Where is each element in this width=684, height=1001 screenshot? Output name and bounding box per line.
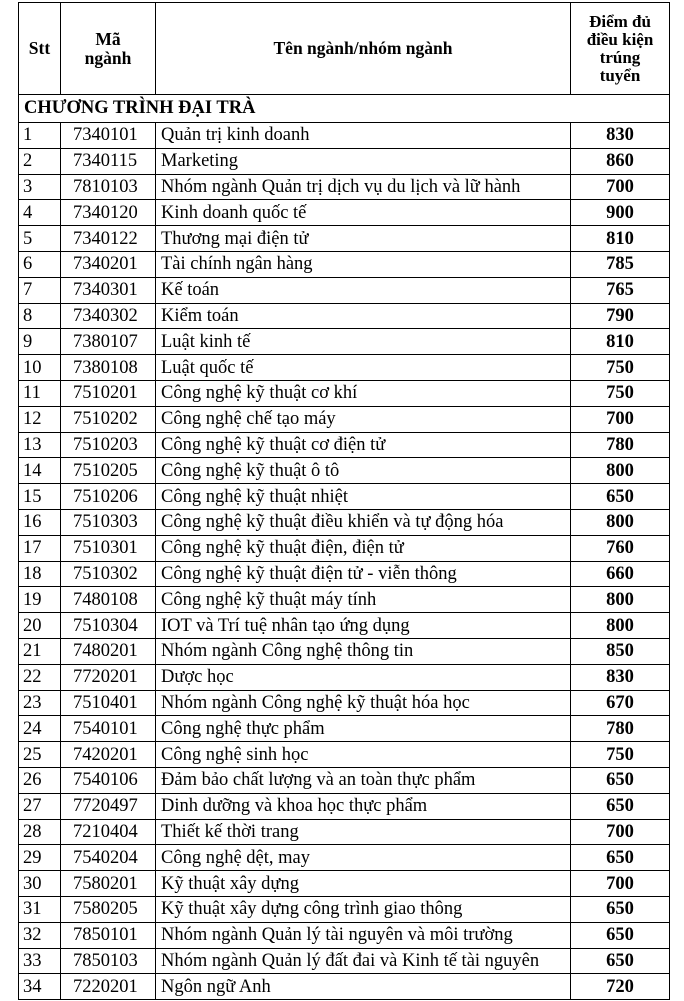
row-stt: 21	[19, 638, 61, 664]
row-stt: 10	[19, 355, 61, 381]
row-code: 7540204	[61, 845, 156, 871]
table-row	[19, 329, 670, 355]
row-name: Tài chính ngân hàng	[156, 251, 571, 277]
row-name: Kiểm toán	[156, 303, 571, 329]
row-score: 700	[571, 174, 670, 200]
row-name: Dinh dưỡng và khoa học thực phẩm	[156, 793, 571, 819]
row-stt: 23	[19, 690, 61, 716]
row-name: Nhóm ngành Quản lý đất đai và Kinh tế tài nguyên	[156, 948, 571, 974]
row-score: 750	[571, 742, 670, 768]
row-score: 650	[571, 922, 670, 948]
row-stt: 6	[19, 251, 61, 277]
row-name: Kỹ thuật xây dựng	[156, 871, 571, 897]
row-score: 800	[571, 458, 670, 484]
row-code: 7510206	[61, 484, 156, 510]
table-row	[19, 871, 670, 897]
row-score: 800	[571, 613, 670, 639]
row-name: Nhóm ngành Công nghệ kỹ thuật hóa học	[156, 690, 571, 716]
row-stt: 28	[19, 819, 61, 845]
row-name: Kế toán	[156, 277, 571, 303]
header-name: Tên ngành/nhóm ngành	[156, 3, 571, 95]
row-name: Quản trị kinh doanh	[156, 123, 571, 149]
row-name: Công nghệ kỹ thuật điện, điện tử	[156, 535, 571, 561]
row-name: Nhóm ngành Quản lý tài nguyên và môi trường	[156, 922, 571, 948]
table-row	[19, 690, 670, 716]
table-row	[19, 664, 670, 690]
row-score: 810	[571, 329, 670, 355]
row-stt: 16	[19, 509, 61, 535]
row-code: 7510302	[61, 561, 156, 587]
table-row	[19, 226, 670, 252]
table-row	[19, 355, 670, 381]
row-name: Nhóm ngành Quản trị dịch vụ du lịch và lữ hành	[156, 174, 571, 200]
admission-scores-table	[18, 2, 670, 1000]
row-code: 7850103	[61, 948, 156, 974]
row-stt: 5	[19, 226, 61, 252]
section-title: CHƯƠNG TRÌNH ĐẠI TRÀ	[19, 95, 670, 123]
row-stt: 4	[19, 200, 61, 226]
row-score: 860	[571, 148, 670, 174]
row-name: Công nghệ chế tạo máy	[156, 406, 571, 432]
row-name: Nhóm ngành Công nghệ thông tin	[156, 638, 571, 664]
row-name: Công nghệ kỹ thuật ô tô	[156, 458, 571, 484]
row-name: Luật quốc tế	[156, 355, 571, 381]
table-row	[19, 742, 670, 768]
table-row	[19, 561, 670, 587]
row-name: IOT và Trí tuệ nhân tạo ứng dụng	[156, 613, 571, 639]
row-code: 7340115	[61, 148, 156, 174]
row-score: 830	[571, 664, 670, 690]
table-row	[19, 277, 670, 303]
table-row	[19, 509, 670, 535]
row-score: 810	[571, 226, 670, 252]
row-score: 700	[571, 871, 670, 897]
table-row	[19, 845, 670, 871]
row-code: 7420201	[61, 742, 156, 768]
row-code: 7510203	[61, 432, 156, 458]
row-score: 780	[571, 432, 670, 458]
row-stt: 3	[19, 174, 61, 200]
row-stt: 13	[19, 432, 61, 458]
header-code-line1: Mã	[95, 28, 121, 49]
row-code: 7380107	[61, 329, 156, 355]
row-score: 650	[571, 793, 670, 819]
row-name: Công nghệ dệt, may	[156, 845, 571, 871]
row-score: 850	[571, 638, 670, 664]
row-code: 7340201	[61, 251, 156, 277]
row-score: 650	[571, 767, 670, 793]
row-stt: 14	[19, 458, 61, 484]
table-row	[19, 948, 670, 974]
table-row	[19, 148, 670, 174]
row-name: Công nghệ sinh học	[156, 742, 571, 768]
table-row	[19, 251, 670, 277]
header-code-line2: ngành	[84, 47, 132, 68]
row-stt: 19	[19, 587, 61, 613]
table-row	[19, 793, 670, 819]
row-stt: 17	[19, 535, 61, 561]
row-code: 7510205	[61, 458, 156, 484]
header-score	[571, 3, 670, 95]
row-name: Công nghệ kỹ thuật máy tính	[156, 587, 571, 613]
row-code: 7480108	[61, 587, 156, 613]
row-code: 7580205	[61, 896, 156, 922]
table-row	[19, 123, 670, 149]
row-code: 7540106	[61, 767, 156, 793]
section-row	[19, 95, 670, 123]
header-code	[61, 3, 156, 95]
row-stt: 12	[19, 406, 61, 432]
row-code: 7340101	[61, 123, 156, 149]
table-row	[19, 716, 670, 742]
row-code: 7510304	[61, 613, 156, 639]
table-row	[19, 638, 670, 664]
row-code: 7720201	[61, 664, 156, 690]
row-score: 780	[571, 716, 670, 742]
row-stt: 24	[19, 716, 61, 742]
row-code: 7850101	[61, 922, 156, 948]
row-score: 670	[571, 690, 670, 716]
row-name: Công nghệ kỹ thuật cơ khí	[156, 380, 571, 406]
table-row	[19, 484, 670, 510]
row-stt: 9	[19, 329, 61, 355]
row-score: 900	[571, 200, 670, 226]
row-code: 7340301	[61, 277, 156, 303]
row-code: 7220201	[61, 974, 156, 1000]
table-row	[19, 896, 670, 922]
table-row	[19, 303, 670, 329]
row-stt: 7	[19, 277, 61, 303]
row-stt: 20	[19, 613, 61, 639]
table-row	[19, 819, 670, 845]
table-row	[19, 406, 670, 432]
row-score: 650	[571, 484, 670, 510]
row-score: 830	[571, 123, 670, 149]
row-score: 720	[571, 974, 670, 1000]
row-name: Kỹ thuật xây dựng công trình giao thông	[156, 896, 571, 922]
row-score: 750	[571, 355, 670, 381]
row-score: 660	[571, 561, 670, 587]
row-score: 785	[571, 251, 670, 277]
table-row	[19, 922, 670, 948]
row-stt: 1	[19, 123, 61, 149]
row-stt: 8	[19, 303, 61, 329]
header-score-line2: điều kiện	[586, 29, 654, 49]
table-row	[19, 458, 670, 484]
row-code: 7380108	[61, 355, 156, 381]
table-row	[19, 535, 670, 561]
row-stt: 22	[19, 664, 61, 690]
row-code: 7510303	[61, 509, 156, 535]
row-name: Dược học	[156, 664, 571, 690]
table-row	[19, 613, 670, 639]
row-stt: 26	[19, 767, 61, 793]
row-code: 7810103	[61, 174, 156, 200]
table-row	[19, 767, 670, 793]
row-score: 650	[571, 845, 670, 871]
row-name: Thiết kế thời trang	[156, 819, 571, 845]
row-stt: 2	[19, 148, 61, 174]
row-score: 700	[571, 406, 670, 432]
row-stt: 34	[19, 974, 61, 1000]
row-stt: 29	[19, 845, 61, 871]
row-code: 7210404	[61, 819, 156, 845]
table-row	[19, 200, 670, 226]
row-name: Công nghệ kỹ thuật điện tử - viễn thông	[156, 561, 571, 587]
row-stt: 33	[19, 948, 61, 974]
row-code: 7510202	[61, 406, 156, 432]
row-score: 650	[571, 948, 670, 974]
table-row	[19, 587, 670, 613]
row-name: Công nghệ kỹ thuật cơ điện tử	[156, 432, 571, 458]
row-code: 7340302	[61, 303, 156, 329]
row-name: Thương mại điện tử	[156, 226, 571, 252]
row-score: 760	[571, 535, 670, 561]
row-name: Marketing	[156, 148, 571, 174]
row-score: 765	[571, 277, 670, 303]
header-score-line4: tuyển	[599, 65, 641, 85]
row-code: 7340122	[61, 226, 156, 252]
row-name: Đảm bảo chất lượng và an toàn thực phẩm	[156, 767, 571, 793]
row-score: 650	[571, 896, 670, 922]
row-stt: 18	[19, 561, 61, 587]
table-row	[19, 174, 670, 200]
row-stt: 11	[19, 380, 61, 406]
row-stt: 27	[19, 793, 61, 819]
row-stt: 32	[19, 922, 61, 948]
table-row	[19, 380, 670, 406]
row-code: 7540101	[61, 716, 156, 742]
row-code: 7510201	[61, 380, 156, 406]
row-score: 750	[571, 380, 670, 406]
row-code: 7510401	[61, 690, 156, 716]
row-stt: 25	[19, 742, 61, 768]
row-stt: 31	[19, 896, 61, 922]
row-code: 7580201	[61, 871, 156, 897]
row-name: Công nghệ kỹ thuật nhiệt	[156, 484, 571, 510]
header-score-line3: trúng	[599, 47, 641, 67]
row-name: Luật kinh tế	[156, 329, 571, 355]
row-score: 800	[571, 587, 670, 613]
row-code: 7720497	[61, 793, 156, 819]
row-code: 7510301	[61, 535, 156, 561]
header-score-line1: Điểm đủ	[589, 11, 651, 31]
row-code: 7340120	[61, 200, 156, 226]
row-score: 790	[571, 303, 670, 329]
row-score: 700	[571, 819, 670, 845]
header-stt: Stt	[19, 3, 61, 95]
row-code: 7480201	[61, 638, 156, 664]
row-name: Công nghệ kỹ thuật điều khiển và tự động hóa	[156, 509, 571, 535]
table-row	[19, 432, 670, 458]
row-name: Ngôn ngữ Anh	[156, 974, 571, 1000]
row-stt: 15	[19, 484, 61, 510]
row-score: 800	[571, 509, 670, 535]
row-name: Kinh doanh quốc tế	[156, 200, 571, 226]
row-name: Công nghệ thực phẩm	[156, 716, 571, 742]
row-stt: 30	[19, 871, 61, 897]
table-row	[19, 974, 670, 1000]
header-row	[19, 3, 670, 95]
